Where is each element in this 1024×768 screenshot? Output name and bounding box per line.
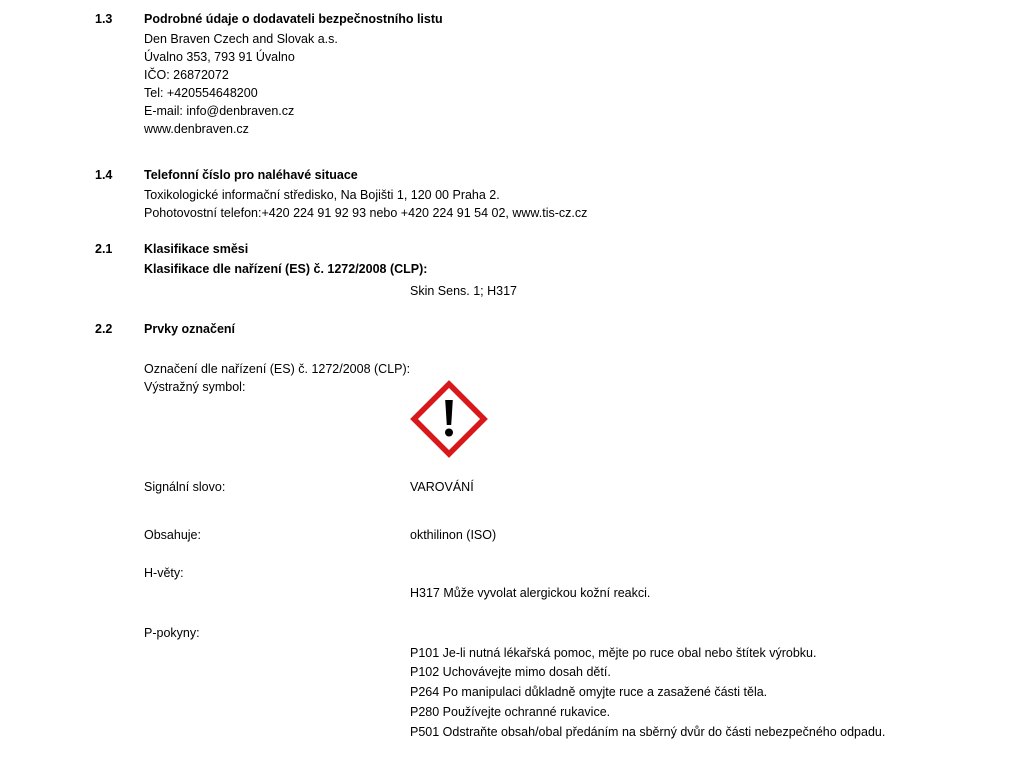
section-number-1-3: 1.3 — [95, 12, 113, 26]
p-statement: P102 Uchovávejte mimo dosah dětí. — [410, 665, 611, 679]
section-number-2-2: 2.2 — [95, 322, 113, 336]
h-statements-label: H-věty: — [144, 566, 184, 580]
signal-word-value: VAROVÁNÍ — [410, 480, 474, 494]
section-title-classification: Klasifikace směsi — [144, 242, 249, 256]
section-number-1-4: 1.4 — [95, 168, 113, 182]
h-statement: H317 Může vyvolat alergickou kožní reakci. — [410, 586, 651, 600]
p-statement: P264 Po manipulaci důkladně omyjte ruce a zasažené části těla. — [410, 685, 768, 699]
supplier-email: E-mail: info@denbraven.cz — [144, 104, 295, 118]
p-statement: P101 Je-li nutná lékařská pomoc, mějte po ruce obal nebo štítek výrobku. — [410, 646, 817, 660]
section-number-2-1: 2.1 — [95, 242, 113, 256]
hazard-symbol-label: Výstražný symbol: — [144, 380, 246, 394]
supplier-ico: IČO: 26872072 — [144, 68, 229, 82]
classification-subtitle: Klasifikace dle nařízení (ES) č. 1272/2008 (CLP): — [144, 262, 428, 276]
section-title-emergency-phone: Telefonní číslo pro naléhavé situace — [144, 168, 358, 182]
p-statement: P280 Používejte ochranné rukavice. — [410, 705, 611, 719]
exclamation-mark-hazard-icon — [410, 380, 488, 458]
classification-value: Skin Sens. 1; H317 — [410, 284, 518, 298]
section-title-label-elements: Prvky označení — [144, 322, 236, 336]
contains-value: okthilinon (ISO) — [410, 528, 497, 542]
emergency-phone: Pohotovostní telefon:+420 224 91 92 93 nebo +420 224 91 54 02, www.tis-cz.cz — [144, 206, 588, 220]
label-regulation: Označení dle nařízení (ES) č. 1272/2008 (CLP): — [144, 362, 411, 376]
supplier-address: Úvalno 353, 793 91 Úvalno — [144, 50, 295, 64]
p-statements-label: P-pokyny: — [144, 626, 200, 640]
supplier-company: Den Braven Czech and Slovak a.s. — [144, 32, 338, 46]
section-title-supplier: Podrobné údaje o dodavateli bezpečnostního listu — [144, 12, 443, 26]
contains-label: Obsahuje: — [144, 528, 201, 542]
supplier-phone: Tel: +420554648200 — [144, 86, 258, 100]
emergency-center: Toxikologické informační středisko, Na Bojišti 1, 120 00 Praha 2. — [144, 188, 500, 202]
p-statement: P501 Odstraňte obsah/obal předáním na sběrný dvůr do části nebezpečného odpadu. — [410, 725, 886, 739]
signal-word-label: Signální slovo: — [144, 480, 226, 494]
supplier-website: www.denbraven.cz — [144, 122, 249, 136]
